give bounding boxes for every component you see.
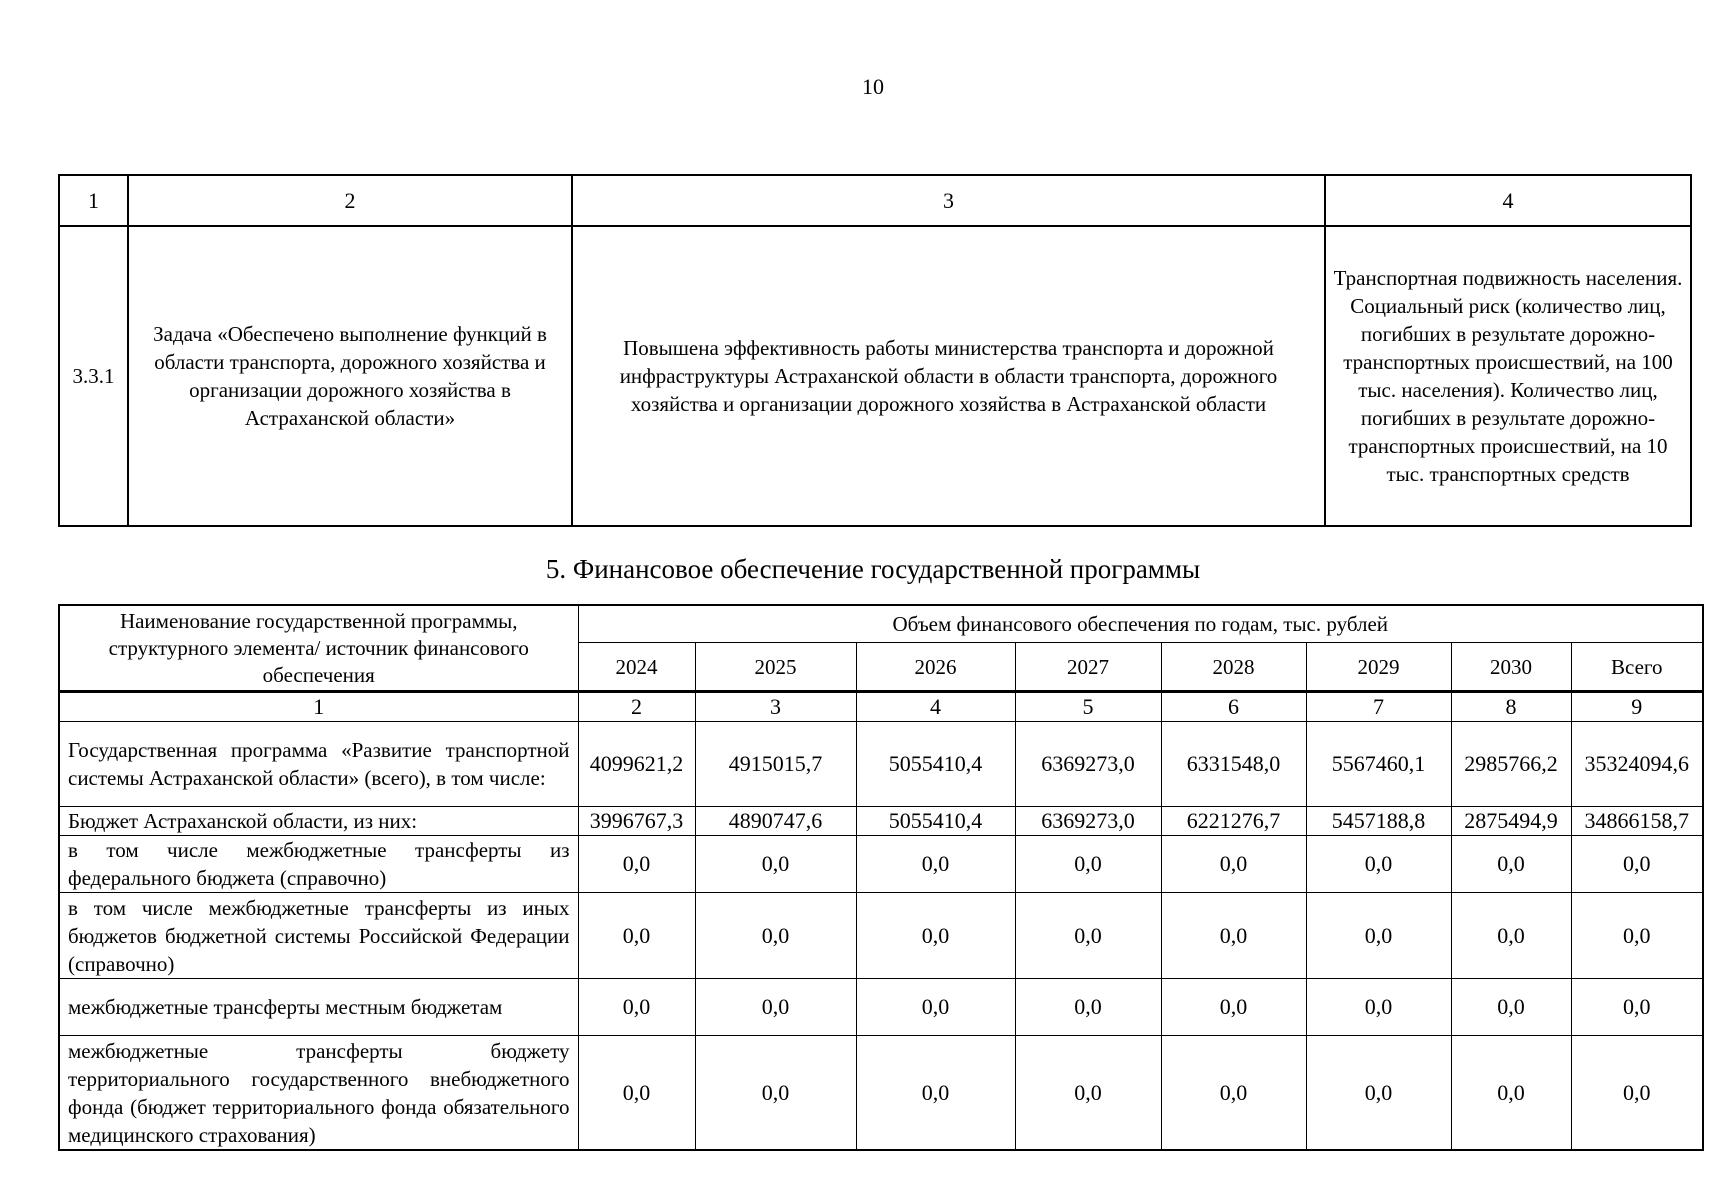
year-header: 2028 bbox=[1161, 643, 1306, 692]
value-cell: 5457188,8 bbox=[1306, 807, 1451, 836]
value-cell: 0,0 bbox=[578, 893, 695, 979]
table-row bbox=[59, 979, 1703, 1036]
index-cell: 2 bbox=[578, 692, 695, 722]
value-cell: 5055410,4 bbox=[856, 807, 1015, 836]
value-cell: 4099621,2 bbox=[578, 722, 695, 807]
value-cell: 0,0 bbox=[1451, 836, 1571, 893]
task-table-header-row bbox=[59, 175, 1691, 226]
year-header: 2030 bbox=[1451, 643, 1571, 692]
row-name: в том числе межбюджетные трансферты из иных бюджетов бюджетной системы Российской Федерации (справочно) bbox=[59, 893, 578, 979]
value-cell: 6369273,0 bbox=[1015, 722, 1161, 807]
column-number-header: 4 bbox=[1325, 175, 1691, 226]
value-cell: 0,0 bbox=[1161, 979, 1306, 1036]
value-cell: 0,0 bbox=[695, 836, 856, 893]
total-cell: 0,0 bbox=[1571, 893, 1703, 979]
value-cell: 5055410,4 bbox=[856, 722, 1015, 807]
value-cell: 0,0 bbox=[856, 979, 1015, 1036]
year-header: 2027 bbox=[1015, 643, 1161, 692]
index-cell: 4 bbox=[856, 692, 1015, 722]
row-name: в том числе межбюджетные трансферты из федерального бюджета (справочно) bbox=[59, 836, 578, 893]
table-row bbox=[59, 722, 1703, 807]
task-indicators: Транспортная подвижность населения. Социальный риск (количество лиц, погибших в результате дорожно-транспортных происшествий, на 100 тыс. населения). Количество лиц, погибших в результате дорожно-транспортных происшествий, на 10 тыс. транспортных средств bbox=[1325, 226, 1691, 526]
value-cell: 0,0 bbox=[1161, 893, 1306, 979]
value-cell: 2985766,2 bbox=[1451, 722, 1571, 807]
row-name: межбюджетные трансферты местным бюджетам bbox=[59, 979, 578, 1036]
index-cell: 7 bbox=[1306, 692, 1451, 722]
value-cell: 0,0 bbox=[856, 1036, 1015, 1151]
value-cell: 0,0 bbox=[695, 893, 856, 979]
table-row bbox=[59, 893, 1703, 979]
financing-header-row bbox=[59, 605, 1703, 643]
financing-table bbox=[58, 604, 1704, 1151]
value-cell: 0,0 bbox=[1015, 979, 1161, 1036]
table-row bbox=[59, 807, 1703, 836]
value-cell: 0,0 bbox=[1015, 1036, 1161, 1151]
value-cell: 0,0 bbox=[1306, 979, 1451, 1036]
total-cell: 0,0 bbox=[1571, 1036, 1703, 1151]
value-cell: 0,0 bbox=[578, 836, 695, 893]
value-cell: 4915015,7 bbox=[695, 722, 856, 807]
index-cell: 5 bbox=[1015, 692, 1161, 722]
page-number: 10 bbox=[862, 74, 884, 99]
index-cell: 8 bbox=[1451, 692, 1571, 722]
total-cell: 0,0 bbox=[1571, 836, 1703, 893]
name-column-header: Наименование государственной программы, структурного элемента/ источник финансового обеспечения bbox=[59, 605, 578, 692]
value-cell: 0,0 bbox=[1306, 893, 1451, 979]
year-header: 2025 bbox=[695, 643, 856, 692]
index-cell: 9 bbox=[1571, 692, 1703, 722]
year-header: 2029 bbox=[1306, 643, 1451, 692]
value-cell: 0,0 bbox=[695, 979, 856, 1036]
total-header: Всего bbox=[1571, 643, 1703, 692]
value-cell: 0,0 bbox=[856, 893, 1015, 979]
value-cell: 0,0 bbox=[1306, 836, 1451, 893]
task-result: Повышена эффективность работы министерства транспорта и дорожной инфраструктуры Астраханской области в области транспорта, дорожного хозяйства и организации дорожного хозяйства в Астраханской области bbox=[572, 226, 1325, 526]
value-cell: 6221276,7 bbox=[1161, 807, 1306, 836]
value-cell: 5567460,1 bbox=[1306, 722, 1451, 807]
total-cell: 35324094,6 bbox=[1571, 722, 1703, 807]
total-cell: 0,0 bbox=[1571, 979, 1703, 1036]
index-cell: 3 bbox=[695, 692, 856, 722]
value-cell: 0,0 bbox=[1306, 1036, 1451, 1151]
value-cell: 2875494,9 bbox=[1451, 807, 1571, 836]
row-name: Бюджет Астраханской области, из них: bbox=[59, 807, 578, 836]
index-row bbox=[59, 692, 1703, 722]
task-code: 3.3.1 bbox=[59, 226, 128, 526]
value-cell: 0,0 bbox=[1015, 893, 1161, 979]
value-cell: 0,0 bbox=[578, 979, 695, 1036]
table-row bbox=[59, 836, 1703, 893]
value-cell: 6331548,0 bbox=[1161, 722, 1306, 807]
task-description: Задача «Обеспечено выполнение функций в области транспорта, дорожного хозяйства и организации дорожного хозяйства в Астраханской области» bbox=[128, 226, 572, 526]
total-cell: 34866158,7 bbox=[1571, 807, 1703, 836]
index-cell: 1 bbox=[59, 692, 578, 722]
section-title: 5. Финансовое обеспечение государственной программы bbox=[545, 554, 1201, 584]
value-cell: 0,0 bbox=[1161, 836, 1306, 893]
value-cell: 0,0 bbox=[856, 836, 1015, 893]
row-name: межбюджетные трансферты бюджету территориального государственного внебюджетного фонда (бюджет территориального фонда обязательного медицинского страхования) bbox=[59, 1036, 578, 1151]
column-number-header: 3 bbox=[572, 175, 1325, 226]
year-header: 2024 bbox=[578, 643, 695, 692]
table-row bbox=[59, 1036, 1703, 1151]
value-cell: 0,0 bbox=[1451, 1036, 1571, 1151]
value-cell: 0,0 bbox=[1451, 979, 1571, 1036]
task-table-row bbox=[59, 226, 1691, 526]
value-cell: 4890747,6 bbox=[695, 807, 856, 836]
row-name: Государственная программа «Развитие транспортной системы Астраханской области» (всего), в том числе: bbox=[59, 722, 578, 807]
value-cell: 0,0 bbox=[1161, 1036, 1306, 1151]
column-number-header: 1 bbox=[59, 175, 128, 226]
value-cell: 6369273,0 bbox=[1015, 807, 1161, 836]
value-cell: 0,0 bbox=[1015, 836, 1161, 893]
value-cell: 0,0 bbox=[578, 1036, 695, 1151]
index-cell: 6 bbox=[1161, 692, 1306, 722]
volume-header: Объем финансового обеспечения по годам, тыс. рублей bbox=[578, 605, 1703, 643]
task-table bbox=[58, 174, 1692, 527]
value-cell: 0,0 bbox=[695, 1036, 856, 1151]
value-cell: 0,0 bbox=[1451, 893, 1571, 979]
value-cell: 3996767,3 bbox=[578, 807, 695, 836]
column-number-header: 2 bbox=[128, 175, 572, 226]
year-header: 2026 bbox=[856, 643, 1015, 692]
